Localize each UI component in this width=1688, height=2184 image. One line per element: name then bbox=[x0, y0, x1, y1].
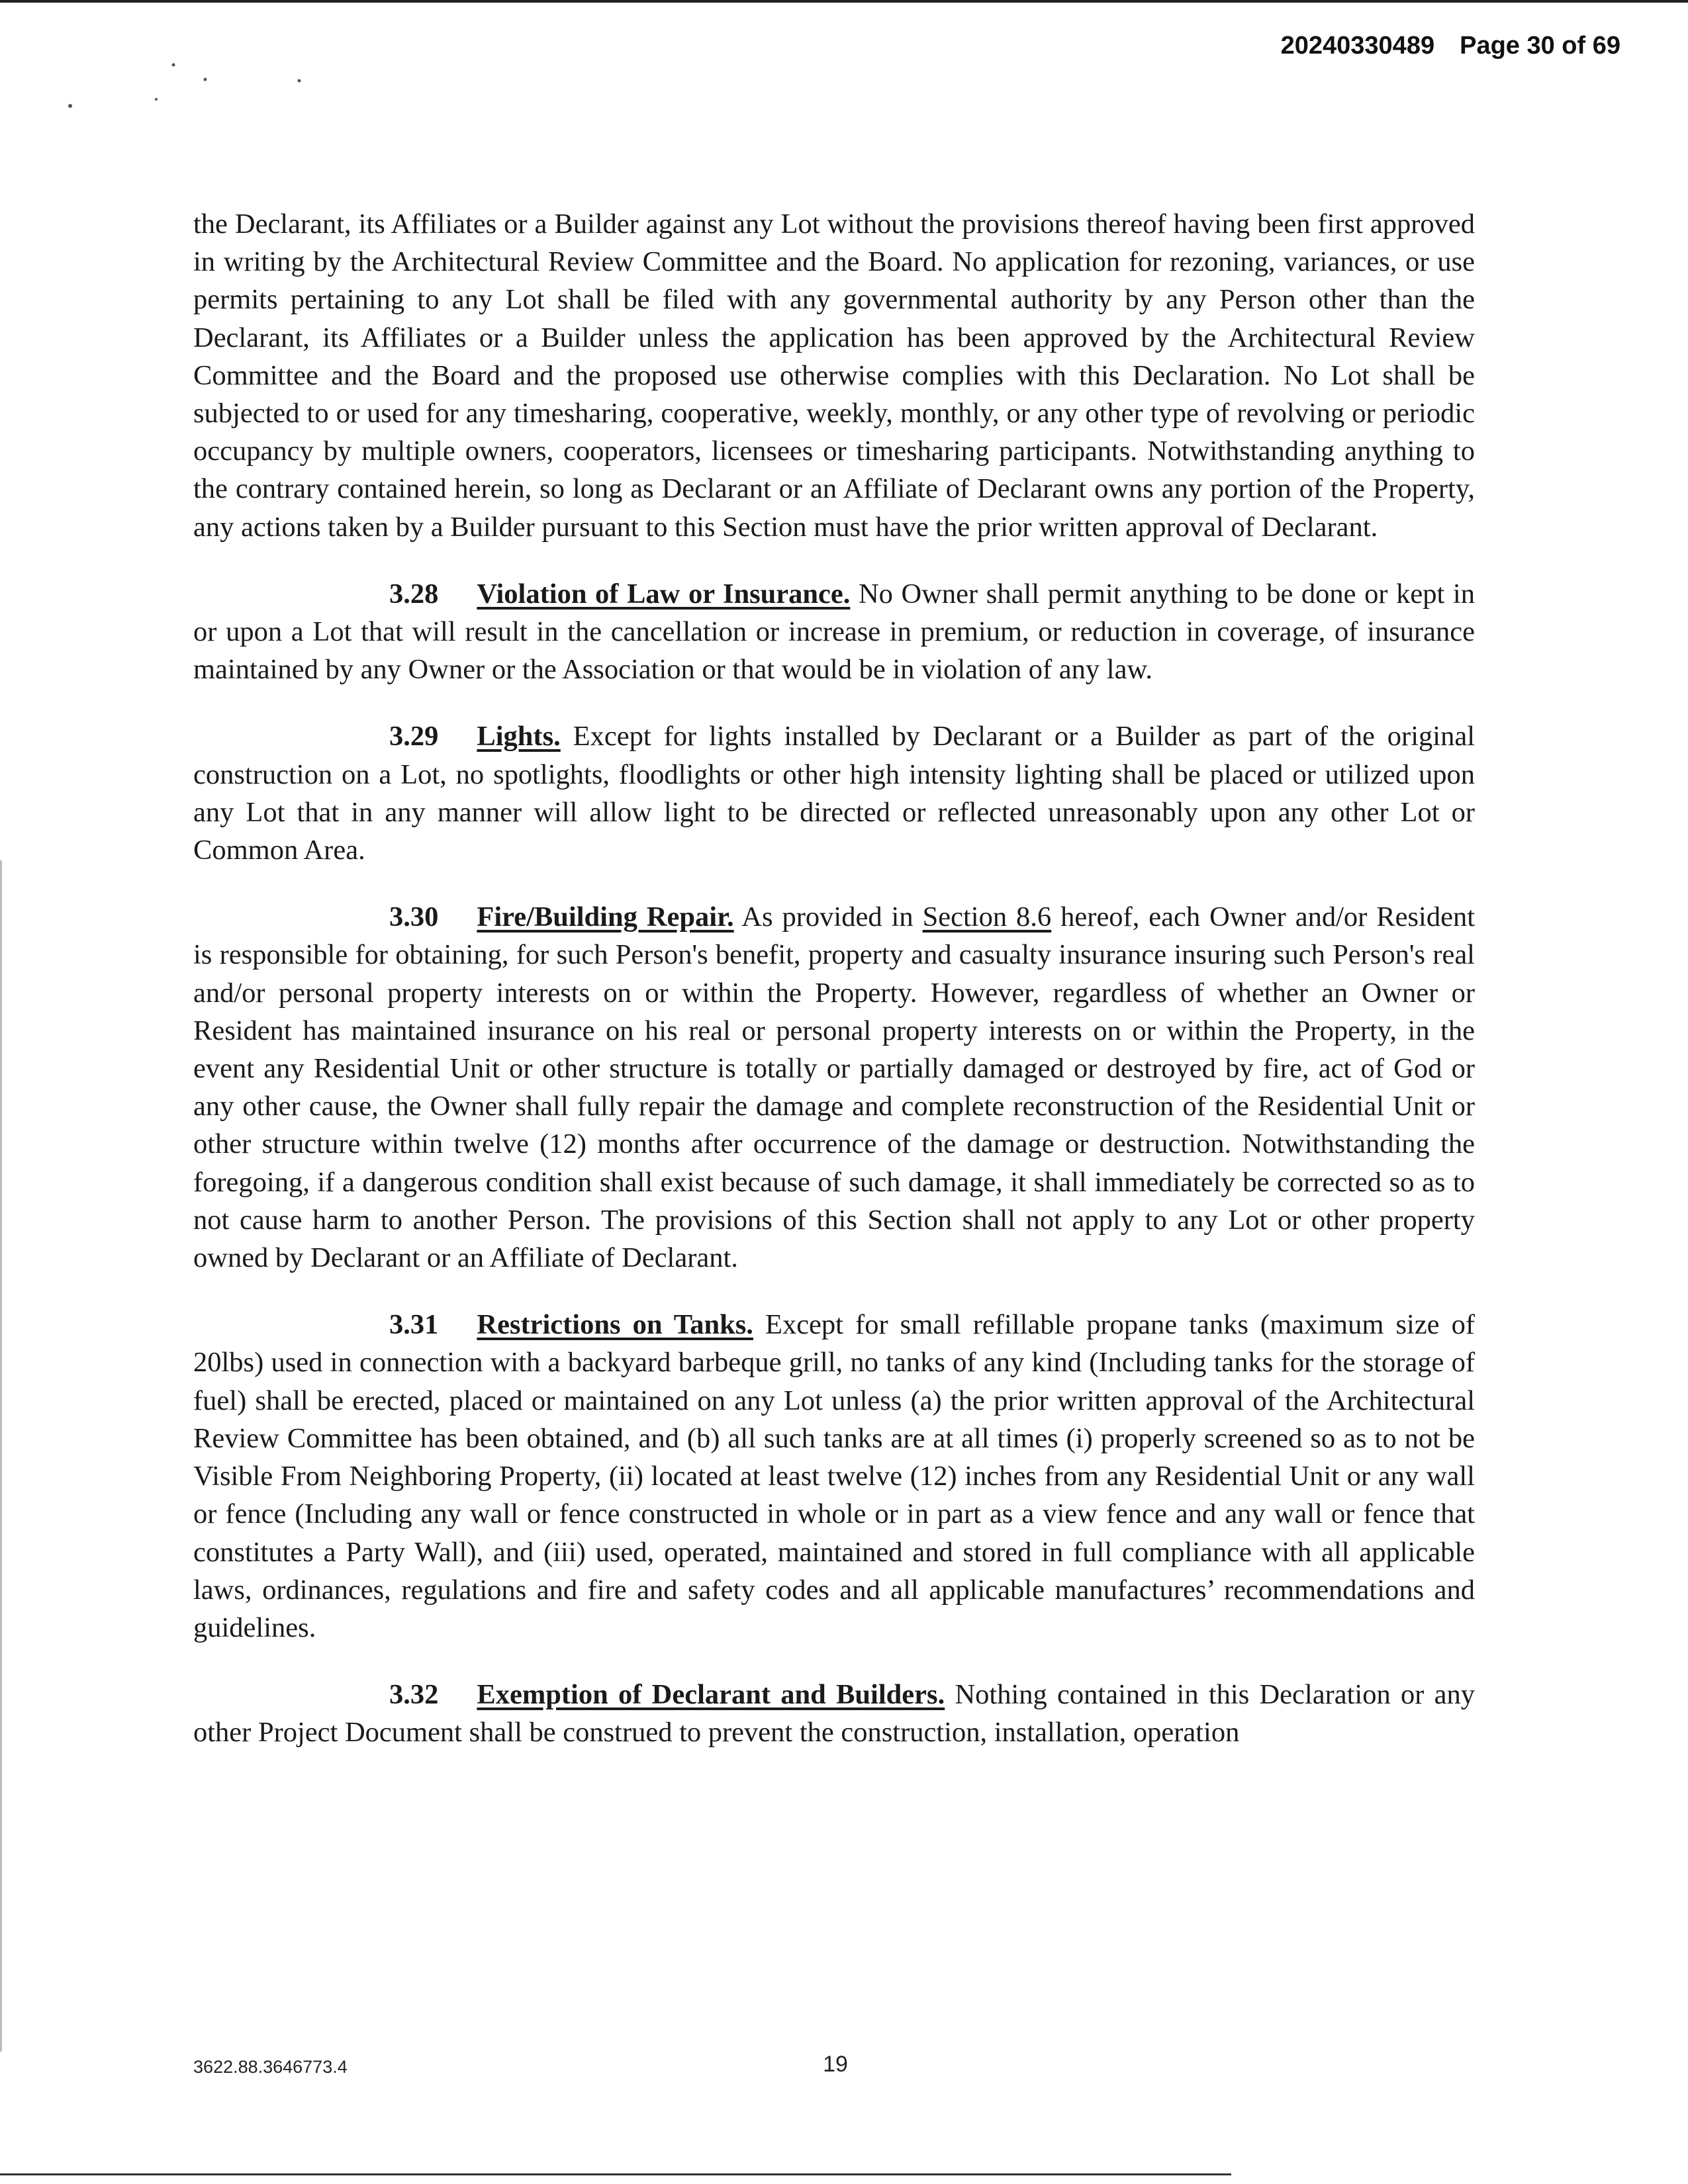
section-3-29 bbox=[193, 717, 1475, 869]
section-number: 3.32 bbox=[389, 1679, 439, 1711]
section-title: Violation of Law or Insurance. bbox=[477, 578, 851, 610]
section-title: Exemption of Declarant and Builders. bbox=[477, 1679, 945, 1711]
section-number: 3.31 bbox=[389, 1309, 439, 1341]
section-title: Fire/Building Repair. bbox=[477, 901, 734, 933]
section-3-31 bbox=[193, 1306, 1475, 1647]
bottom-border-line bbox=[0, 2173, 1231, 2175]
section-text: No Owner shall permit anything to be done or kept in or upon a Lot that will result in the cancellation or increase in premium, or reduction in coverage, of insurance maintained by any Owner or the Association or that would be in violation of any law. bbox=[193, 578, 1475, 686]
section-3-30 bbox=[193, 898, 1475, 1277]
continuation-paragraph: the Declarant, its Affiliates or a Builder against any Lot without the provisions thereof having been first approved in writing by the Architectural Review Committee and the Board. No application for rezoning, variances, or use permits pertaining to any Lot shall be filed with any governmental authority by any Person other than the Declarant, its Affiliates or a Builder unless the application has been approved by the Architectural Review Committee and the Board and the proposed use otherwise complies with this Declaration. No Lot shall be subjected to or used for any timesharing, cooperative, weekly, monthly, or any other type of revolving or periodic occupancy by multiple owners, cooperators, licensees or timesharing participants. Notwithstanding anything to the contrary contained herein, so long as Declarant or an Affiliate of Declarant owns any portion of the Property, any actions taken by a Builder pursuant to this Section must have the prior written approval of Declarant. bbox=[193, 208, 1475, 543]
section-3-32 bbox=[193, 1676, 1475, 1751]
section-number: 3.28 bbox=[389, 578, 439, 610]
scan-edge-marks bbox=[0, 860, 4, 2052]
section-reference: Section 8.6 bbox=[922, 901, 1052, 933]
document-number: 20240330489 bbox=[1280, 32, 1435, 60]
recording-stamp bbox=[1281, 32, 1620, 60]
page-of-label: Page 30 of 69 bbox=[1460, 32, 1620, 60]
section-text-continued: hereof, each Owner and/or Resident is responsible for obtaining, for such Person's benefit, property and casualty insurance insuring such Person's real and/or personal property interests on or within the Property. However, regardless of whether an Owner or Resident has maintained insurance on his real or personal property interests on or within the Property, in the event any Residential Unit or other structure is totally or partially damaged or destroyed by fire, act of God or any other cause, the Owner shall fully repair the damage and complete reconstruction of the Residential Unit or other structure within twelve (12) months after occurrence of the damage or destruction. Notwithstanding the foregoing, if a dangerous condition shall exist because of such damage, it shall immediately be corrected so as to not cause harm to another Person. The provisions of this Section shall not apply to any Lot or other property owned by Declarant or an Affiliate of Declarant. bbox=[193, 901, 1476, 1274]
section-text: Nothing contained in this Declaration or any other Project Document shall be construed to prevent the construction, installation, operation bbox=[193, 1679, 1476, 1749]
footer-page-number: 19 bbox=[823, 2052, 848, 2077]
section-number: 3.30 bbox=[389, 901, 439, 933]
document-body bbox=[193, 205, 1475, 1781]
section-text: As provided in bbox=[741, 901, 914, 933]
section-text: Except for lights installed by Declarant or a Builder as part of the original construction on a Lot, no spotlights, floodlights or other high intensity lighting shall be placed or utilized upon any Lot that in any manner will allow light to be directed or reflected unreasonably upon any other Lot or Common Area. bbox=[193, 721, 1475, 866]
scan-specks bbox=[0, 0, 397, 132]
section-number: 3.29 bbox=[389, 721, 439, 752]
section-title: Lights. bbox=[477, 721, 561, 752]
section-title: Restrictions on Tanks. bbox=[477, 1309, 753, 1341]
section-text: Except for small refillable propane tanks (maximum size of 20lbs) used in connection with a backyard barbeque grill, no tanks of any kind (Including tanks for the storage of fuel) shall be erected, placed or maintained on any Lot unless (a) the prior written approval of the Architectural Review Committee has been obtained, and (b) all such tanks are at all times (i) properly screened so as to not be Visible From Neighboring Property, (ii) located at least twelve (12) inches from any Residential Unit or any wall or fence (Including any wall or fence constructed in whole or in part as a view fence and any wall or fence that constitutes a Party Wall), and (iii) used, operated, maintained and stored in full compliance with all applicable laws, ordinances, regulations and fire and safety codes and all applicable manufactures’ recommendations and guidelines. bbox=[193, 1309, 1476, 1643]
footer-document-code: 3622.88.3646773.4 bbox=[193, 2057, 348, 2077]
section-3-28 bbox=[193, 575, 1475, 689]
